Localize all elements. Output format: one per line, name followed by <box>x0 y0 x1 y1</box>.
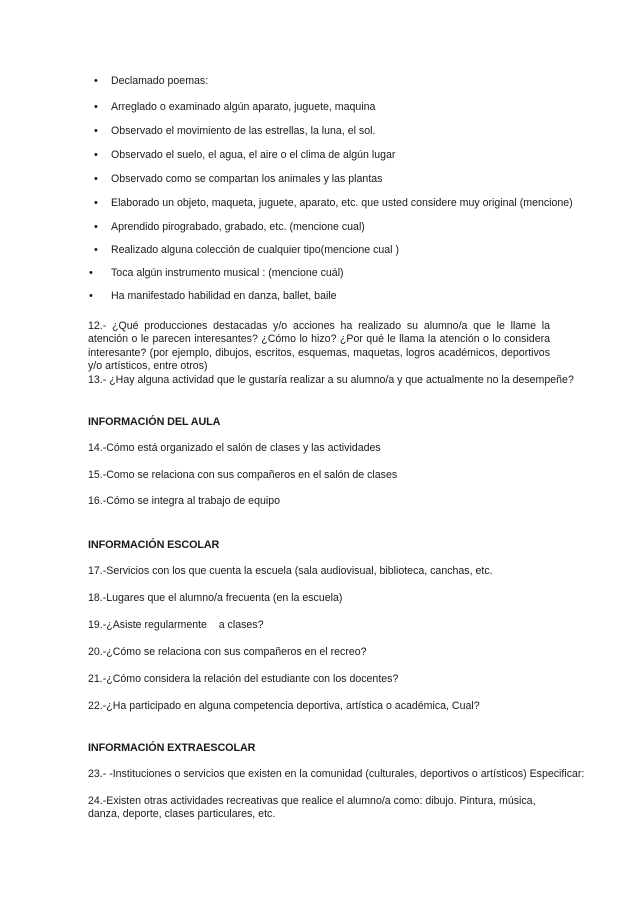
bullet-icon: • <box>94 197 98 209</box>
bullet-icon: • <box>94 221 98 233</box>
question-19: 19.-¿Asiste regularmente a clases? <box>88 619 264 631</box>
bullet-icon: • <box>94 149 98 161</box>
question-17: 17.-Servicios con los que cuenta la escuela (sala audiovisual, biblioteca, canchas, etc. <box>88 565 493 577</box>
section-heading-escolar: INFORMACIÓN ESCOLAR <box>88 539 220 551</box>
question-21: 21.-¿Cómo considera la relación del estudiante con los docentes? <box>88 673 399 685</box>
question-12: 12.- ¿Qué producciones destacadas y/o acciones ha realizado su alumno/a que le llame la atención o le parecen interesantes? ¿Cómo lo hizo? ¿Por qué le llama la atención o lo considera interesante? (por ejemplo, dibujos, escritos, esquemas, maquetas, logros académicos, deportivos y/o artísticos, entre otros) <box>88 320 550 373</box>
bullet-icon: • <box>89 290 93 302</box>
question-14: 14.-Cómo está organizado el salón de clases y las actividades <box>88 442 381 454</box>
list-item-text: Arreglado o examinado algún aparato, juguete, maquina <box>111 101 376 113</box>
list-item-text: Realizado alguna colección de cualquier tipo(mencione cual ) <box>111 244 399 256</box>
question-18: 18.-Lugares que el alumno/a frecuenta (en la escuela) <box>88 592 343 604</box>
bullet-icon: • <box>94 244 98 256</box>
list-item-text: Observado como se compartan los animales y las plantas <box>111 173 383 185</box>
list-item-text: Observado el movimiento de las estrellas, la luna, el sol. <box>111 125 376 137</box>
list-item-text: Ha manifestado habilidad en danza, ballet, baile <box>111 290 337 302</box>
section-heading-aula: INFORMACIÓN DEL AULA <box>88 416 221 428</box>
question-20: 20.-¿Cómo se relaciona con sus compañeros en el recreo? <box>88 646 367 658</box>
question-22: 22.-¿Ha participado en alguna competencia deportiva, artística o académica, Cual? <box>88 700 480 712</box>
question-24: 24.-Existen otras actividades recreativas que realice el alumno/a como: dibujo. Pintura, música, danza, deporte, clases particulares, etc. <box>88 795 536 821</box>
list-item-text: Observado el suelo, el agua, el aire o el clima de algún lugar <box>111 149 396 161</box>
bullet-icon: • <box>89 267 93 279</box>
question-15: 15.-Como se relaciona con sus compañeros en el salón de clases <box>88 469 398 481</box>
section-heading-extraescolar: INFORMACIÓN EXTRAESCOLAR <box>88 742 256 754</box>
question-13: 13.- ¿Hay alguna actividad que le gustaría realizar a su alumno/a y que actualmente no la desempeñe? <box>88 374 574 386</box>
question-23: 23.- -Instituciones o servicios que existen en la comunidad (culturales, deportivos o artísticos) Especificar: <box>88 768 585 780</box>
bullet-icon: • <box>94 125 98 137</box>
list-item-text: Elaborado un objeto, maqueta, juguete, aparato, etc. que usted considere muy original (mencione) <box>111 197 573 209</box>
question-16: 16.-Cómo se integra al trabajo de equipo <box>88 495 280 507</box>
list-item-text: Declamado poemas: <box>111 75 209 87</box>
bullet-icon: • <box>94 173 98 185</box>
list-item-text: Aprendido pirograbado, grabado, etc. (mencione cual) <box>111 221 365 233</box>
bullet-icon: • <box>94 75 98 87</box>
bullet-icon: • <box>94 101 98 113</box>
list-item-text: Toca algún instrumento musical : (mencione cuál) <box>111 267 344 279</box>
